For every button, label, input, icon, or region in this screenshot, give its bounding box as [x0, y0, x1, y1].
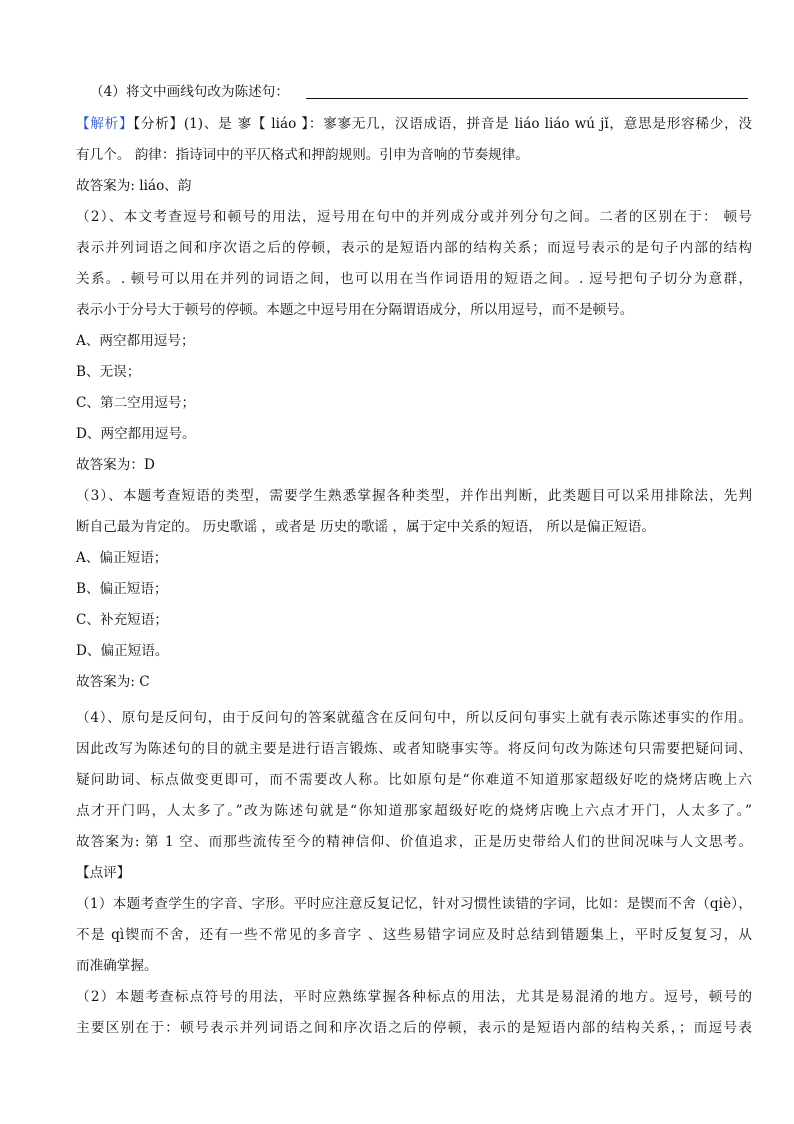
text-line: 点才开门吗，人太多了。”改为陈述句就是“你知道那家超级好吃的烧烤店晚上六点才开门，人太多了。”	[76, 803, 752, 819]
text-line: 表示并列词语之间和序次语之后的停顿，表示的是短语内部的结构关系；而逗号表示的是句子内部的结构	[76, 240, 752, 256]
text-line: 表示小于分号大于顿号的停顿。本题之中逗号用在分隔谓语成分，所以用逗号，而不是顿号。	[76, 302, 634, 318]
answer-line: 故答案为: C	[76, 674, 150, 690]
text-line: 断自己最为肯定的。 历史歌谣 ，或者是 历史的歌谣 ，属于定中关系的短语， 所以是偏正短语。	[76, 519, 655, 535]
answer-line: 故答案为: 第 1 空、而那些流传至今的精神信仰、价值追求，正是历史带给人们的世间况味与人文思考。	[76, 834, 752, 850]
text-line: 不是 qì锲而不舍，还有一些不常见的多音字 、这些易错字词应及时总结到错题集上，平时反复复习，从	[76, 927, 752, 943]
text-line: （4）、原句是反问句，由于反问句的答案就蕴含在反问句中，所以反问句事实上就有表示陈述事实的作用。	[76, 710, 752, 726]
option-line: B、偏正短语；	[76, 581, 168, 597]
answer-line: 故答案为：D	[76, 457, 155, 473]
text-line: 而准确掌握。	[76, 958, 158, 974]
text-line: 主要区别在于：顿号表示并列词语之间和序次语之后的停顿，表示的是短语内部的结构关系，；而逗号表	[76, 1020, 752, 1036]
answer-blank-line	[306, 98, 748, 99]
analysis-line	[76, 114, 752, 134]
option-line: B、无误；	[76, 364, 141, 380]
text-line: （2）本题考查标点符号的用法，平时应熟练掌握各种标点的用法，尤其是易混淆的地方。逗号，顿号的	[76, 989, 752, 1005]
analysis-tag: 【解析】	[76, 116, 134, 132]
comment-heading: 【点评】	[76, 865, 131, 881]
option-line: C、第二空用逗号；	[76, 395, 196, 411]
text-line: （1）本题考查学生的字音、字形。平时应注意反复记忆，针对习惯性读错的字词，比如：是锲而不舍（qiè），	[76, 896, 752, 912]
option-line: D、两空都用逗号。	[76, 426, 196, 442]
option-line: D、偏正短语。	[76, 643, 169, 659]
text-line: 因此改写为陈述句的目的就主要是进行语言锻炼、或者知晓事实等。将反问句改为陈述句只需要把疑问词、	[76, 741, 752, 757]
text-line: （2）、本文考查逗号和顿号的用法，逗号用在句中的并列成分或并列分句之间。二者的区别在于： 顿号	[76, 209, 752, 225]
option-line: A、两空都用逗号；	[76, 333, 195, 349]
text-line: （3）、本题考查短语的类型，需要学生熟悉掌握各种类型，并作出判断，此类题目可以采用排除法，先判	[76, 488, 752, 504]
option-line: C、补充短语；	[76, 612, 168, 628]
question-4-prompt: （4）将文中画线句改为陈述句：	[90, 84, 289, 100]
text-line: 有几个。 韵律：指诗词中的平仄格式和押韵规则。引申为音响的节奏规律。	[76, 147, 529, 163]
text-line: 疑问助词、标点做变更即可，而不需要改人称。比如原句是“你难道不知道那家超级好吃的烧烤店晚上六	[76, 772, 752, 788]
text-line: 关系。. 顿号可以用在并列的词语之间，也可以用在当作词语用的短语之间。. 逗号把句子切分为意群，	[76, 271, 752, 287]
answer-line: 故答案为: liáo、韵	[76, 178, 192, 194]
analysis-text: 【分析】(1)、是 寥【 liáo 】：寥寥无几，汉语成语，拼音是 liáo liáo wú jǐ，意思是形容稀少，没	[133, 116, 752, 132]
option-line: A、偏正短语；	[76, 550, 168, 566]
